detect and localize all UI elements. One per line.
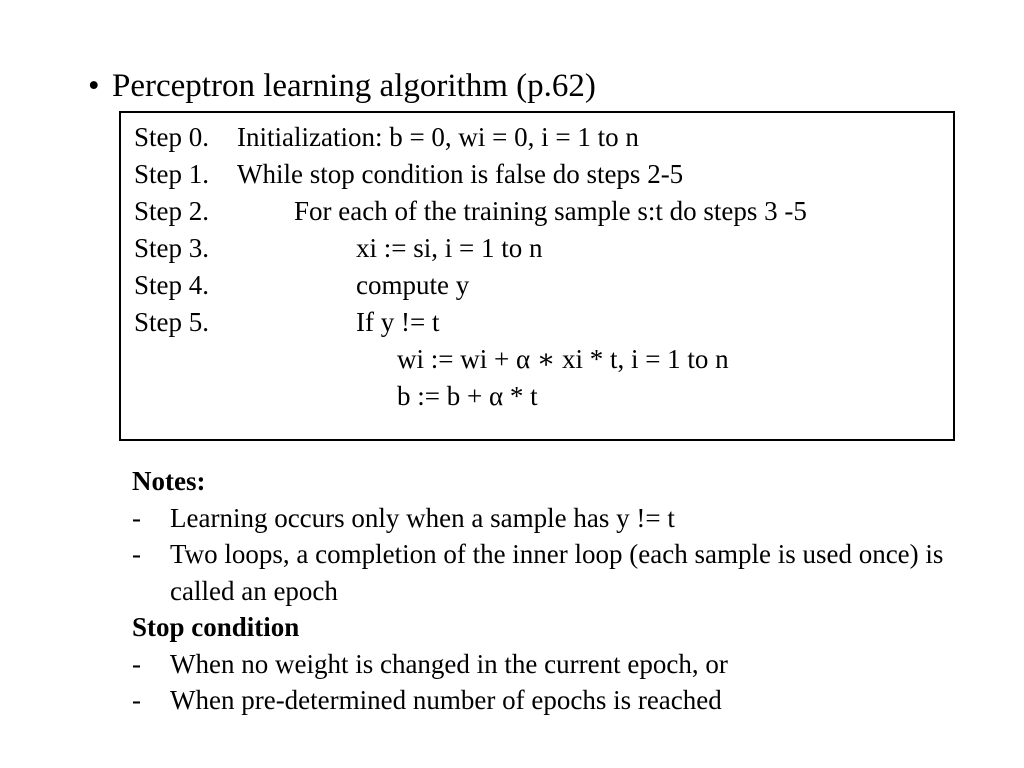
bullet-icon: • <box>88 68 100 104</box>
notes-section <box>132 463 950 719</box>
step-label: Step 4. <box>134 270 210 300</box>
stop-condition-text: When no weight is changed in the current epoch, or <box>170 648 728 679</box>
step-text: b := b + α * t <box>397 381 538 411</box>
step-text: compute y <box>356 270 470 300</box>
note-item <box>132 500 950 537</box>
step-text: xi := si, i = 1 to n <box>356 233 543 263</box>
note-text: Learning occurs only when a sample has y != t <box>170 502 675 533</box>
stop-condition-item <box>132 646 950 683</box>
stop-condition-item <box>132 682 950 719</box>
step-label: Step 2. <box>134 196 210 226</box>
stop-condition-text: When pre-determined number of epochs is reached <box>170 685 722 715</box>
dash-marker: - <box>132 685 141 715</box>
step-text: Initialization: b = 0, wi = 0, i = 1 to n <box>237 122 639 152</box>
step-label: Step 5. <box>134 307 210 337</box>
note-text: Two loops, a completion of the inner loop (each sample is used once) is called an epoch <box>170 539 944 606</box>
slide-title: Perceptron learning algorithm (p.62) <box>112 68 596 104</box>
step-text: While stop condition is false do steps 2-5 <box>237 159 684 189</box>
step-text: If y != t <box>356 307 440 337</box>
step-text: For each of the training sample s:t do steps 3 -5 <box>294 196 807 226</box>
slide-title-line <box>88 66 596 106</box>
step-text: wi := wi + α ∗ xi * t, i = 1 to n <box>397 344 729 374</box>
algorithm-box <box>119 111 955 441</box>
dash-marker: - <box>132 539 141 569</box>
step-label: Step 3. <box>134 233 210 263</box>
step-label: Step 1. <box>134 159 210 189</box>
dash-marker: - <box>132 648 141 679</box>
stop-condition-heading: Stop condition <box>132 612 300 642</box>
dash-marker: - <box>132 502 141 533</box>
step-label: Step 0. <box>134 122 210 152</box>
notes-heading: Notes: <box>132 466 206 496</box>
note-item <box>132 536 950 609</box>
